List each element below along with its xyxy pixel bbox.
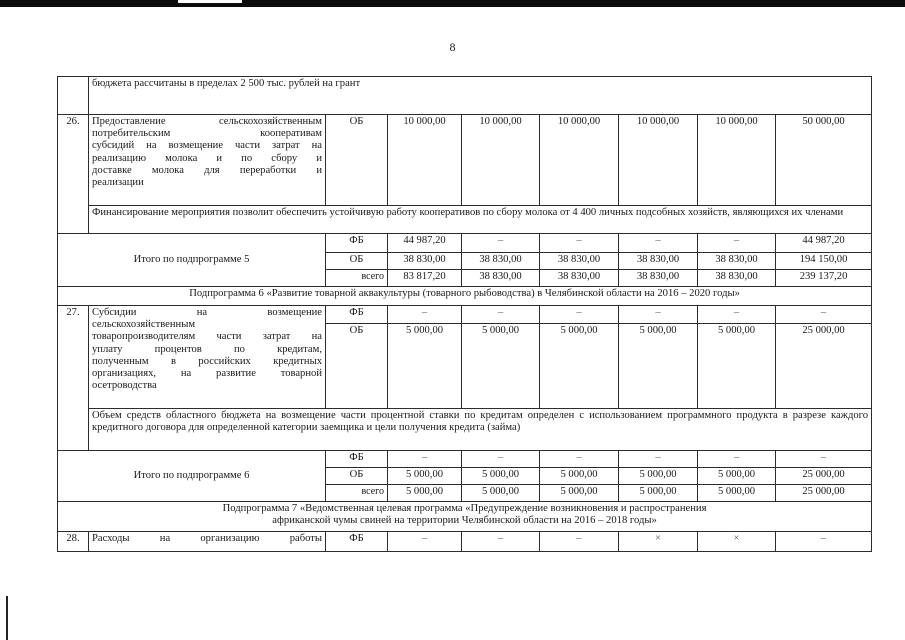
measure-name: Субсидии на возмещение сельскохозяйственным товаропроизводителям части затрат на уплату процентов по кредитам, полученным в российских кредитных организациях, на развитие товарной осетроводства: [89, 306, 326, 409]
value-cell: 5 000,00: [698, 485, 776, 502]
value-cell: –: [388, 532, 462, 552]
source-label: ФБ: [326, 306, 388, 324]
value-cell: 38 830,00: [698, 270, 776, 287]
value-cell: –: [462, 532, 540, 552]
value-cell: 38 830,00: [619, 253, 698, 270]
source-label: ОБ: [326, 115, 388, 206]
value-total-cell: 44 987,20: [776, 234, 872, 253]
page-number: 8: [449, 40, 456, 54]
value-total-cell: 25 000,00: [776, 324, 872, 409]
table-row-note-top: [58, 77, 872, 115]
value-cell: 5 000,00: [388, 485, 462, 502]
value-cell: 5 000,00: [619, 468, 698, 485]
value-cell: –: [462, 451, 540, 468]
value-cell: –: [462, 306, 540, 324]
value-cell: –: [698, 234, 776, 253]
table-row-26: [58, 115, 872, 206]
row-number: 28.: [58, 532, 89, 552]
value-cell: 10 000,00: [698, 115, 776, 206]
value-cell: ×: [619, 532, 698, 552]
value-cell: 10 000,00: [619, 115, 698, 206]
value-cell: 38 830,00: [462, 270, 540, 287]
value-cell: 38 830,00: [619, 270, 698, 287]
source-label: ОБ: [326, 468, 388, 485]
note-top: бюджета рассчитаны в пределах 2 500 тыс. рублей на грант: [89, 77, 872, 115]
value-cell: 38 830,00: [462, 253, 540, 270]
value-cell: 5 000,00: [540, 485, 619, 502]
value-cell: –: [540, 532, 619, 552]
value-cell: ×: [698, 532, 776, 552]
total-label: Итого по подпрограмме 6: [58, 451, 326, 502]
value-cell: 10 000,00: [462, 115, 540, 206]
value-cell: –: [698, 451, 776, 468]
value-total-cell: 25 000,00: [776, 468, 872, 485]
source-label: ОБ: [326, 324, 388, 409]
value-cell: –: [619, 451, 698, 468]
table-row-27-note: [58, 409, 872, 451]
value-total-cell: 50 000,00: [776, 115, 872, 206]
value-cell: 5 000,00: [698, 324, 776, 409]
measure-note: Финансирование мероприятия позволит обеспечить устойчивую работу кооперативов по сбору молока от 4 400 личных подсобных хозяйств, являющихся их членами: [89, 206, 872, 234]
source-label: ФБ: [326, 451, 388, 468]
value-total-cell: 194 150,00: [776, 253, 872, 270]
value-cell: 5 000,00: [388, 468, 462, 485]
value-cell: –: [540, 234, 619, 253]
value-cell: 10 000,00: [540, 115, 619, 206]
subprogram-header-6: [58, 287, 872, 306]
value-total-cell: –: [776, 306, 872, 324]
value-cell: –: [462, 234, 540, 253]
value-cell: –: [698, 306, 776, 324]
value-cell: –: [540, 306, 619, 324]
source-label: ФБ: [326, 234, 388, 253]
measure-name: Предоставление сельскохозяйственным потребительским кооперативам субсидий на возмещение части затрат на реализацию молока и по сбору и доставке молока для переработки и реализации: [89, 115, 326, 206]
value-cell: 5 000,00: [462, 468, 540, 485]
value-cell: 38 830,00: [388, 253, 462, 270]
value-cell: 5 000,00: [619, 485, 698, 502]
value-cell: –: [540, 451, 619, 468]
table-row-total5-fb: [58, 234, 872, 253]
subprogram-title: Подпрограмма 7 «Ведомственная целевая программа «Предупреждение возникновения и распространения африканской чумы свиней на территории Челябинской области на 2016 – 2018 годы»: [58, 502, 872, 532]
cell-num-empty: [58, 77, 89, 115]
total-label: Итого по подпрограмме 5: [58, 234, 326, 287]
value-total-cell: –: [776, 451, 872, 468]
source-label: ОБ: [326, 253, 388, 270]
value-total-cell: 25 000,00: [776, 485, 872, 502]
value-cell: 5 000,00: [388, 324, 462, 409]
measure-name: Расходы на организацию работы: [89, 532, 326, 552]
value-total-cell: –: [776, 532, 872, 552]
top-scan-border: [0, 0, 905, 7]
subprogram-header-7: [58, 502, 872, 532]
source-label: ФБ: [326, 532, 388, 552]
table-row-28: [58, 532, 872, 552]
value-cell: –: [619, 234, 698, 253]
value-total-cell: 239 137,20: [776, 270, 872, 287]
value-cell: 44 987,20: [388, 234, 462, 253]
value-cell: 5 000,00: [462, 324, 540, 409]
table-row-26-note: [58, 206, 872, 234]
top-scan-mark: [178, 0, 242, 3]
value-cell: 5 000,00: [698, 468, 776, 485]
value-cell: 38 830,00: [698, 253, 776, 270]
value-cell: 5 000,00: [540, 468, 619, 485]
value-cell: –: [388, 306, 462, 324]
subprogram-title: Подпрограмма 6 «Развитие товарной аквакультуры (товарного рыбоводства) в Челябинской области на 2016 – 2020 годы»: [58, 287, 872, 306]
source-label: всего: [326, 485, 388, 502]
measure-note: Объем средств областного бюджета на возмещение части процентной ставки по кредитам определен с использованием программного продукта в разрезе каждого кредитного договора для определенной категории заемщика и цели получения кредита (займа): [89, 409, 872, 451]
value-cell: 10 000,00: [388, 115, 462, 206]
value-cell: 5 000,00: [462, 485, 540, 502]
source-label: всего: [326, 270, 388, 287]
value-cell: 5 000,00: [619, 324, 698, 409]
value-cell: –: [388, 451, 462, 468]
row-number: 27.: [58, 306, 89, 451]
value-cell: 38 830,00: [540, 270, 619, 287]
budget-table: [57, 76, 872, 552]
left-scan-mark: [6, 596, 8, 640]
row-number: 26.: [58, 115, 89, 234]
table-row-27-fb: [58, 306, 872, 324]
table-row-total6-fb: [58, 451, 872, 468]
value-cell: 83 817,20: [388, 270, 462, 287]
value-cell: 38 830,00: [540, 253, 619, 270]
value-cell: 5 000,00: [540, 324, 619, 409]
value-cell: –: [619, 306, 698, 324]
